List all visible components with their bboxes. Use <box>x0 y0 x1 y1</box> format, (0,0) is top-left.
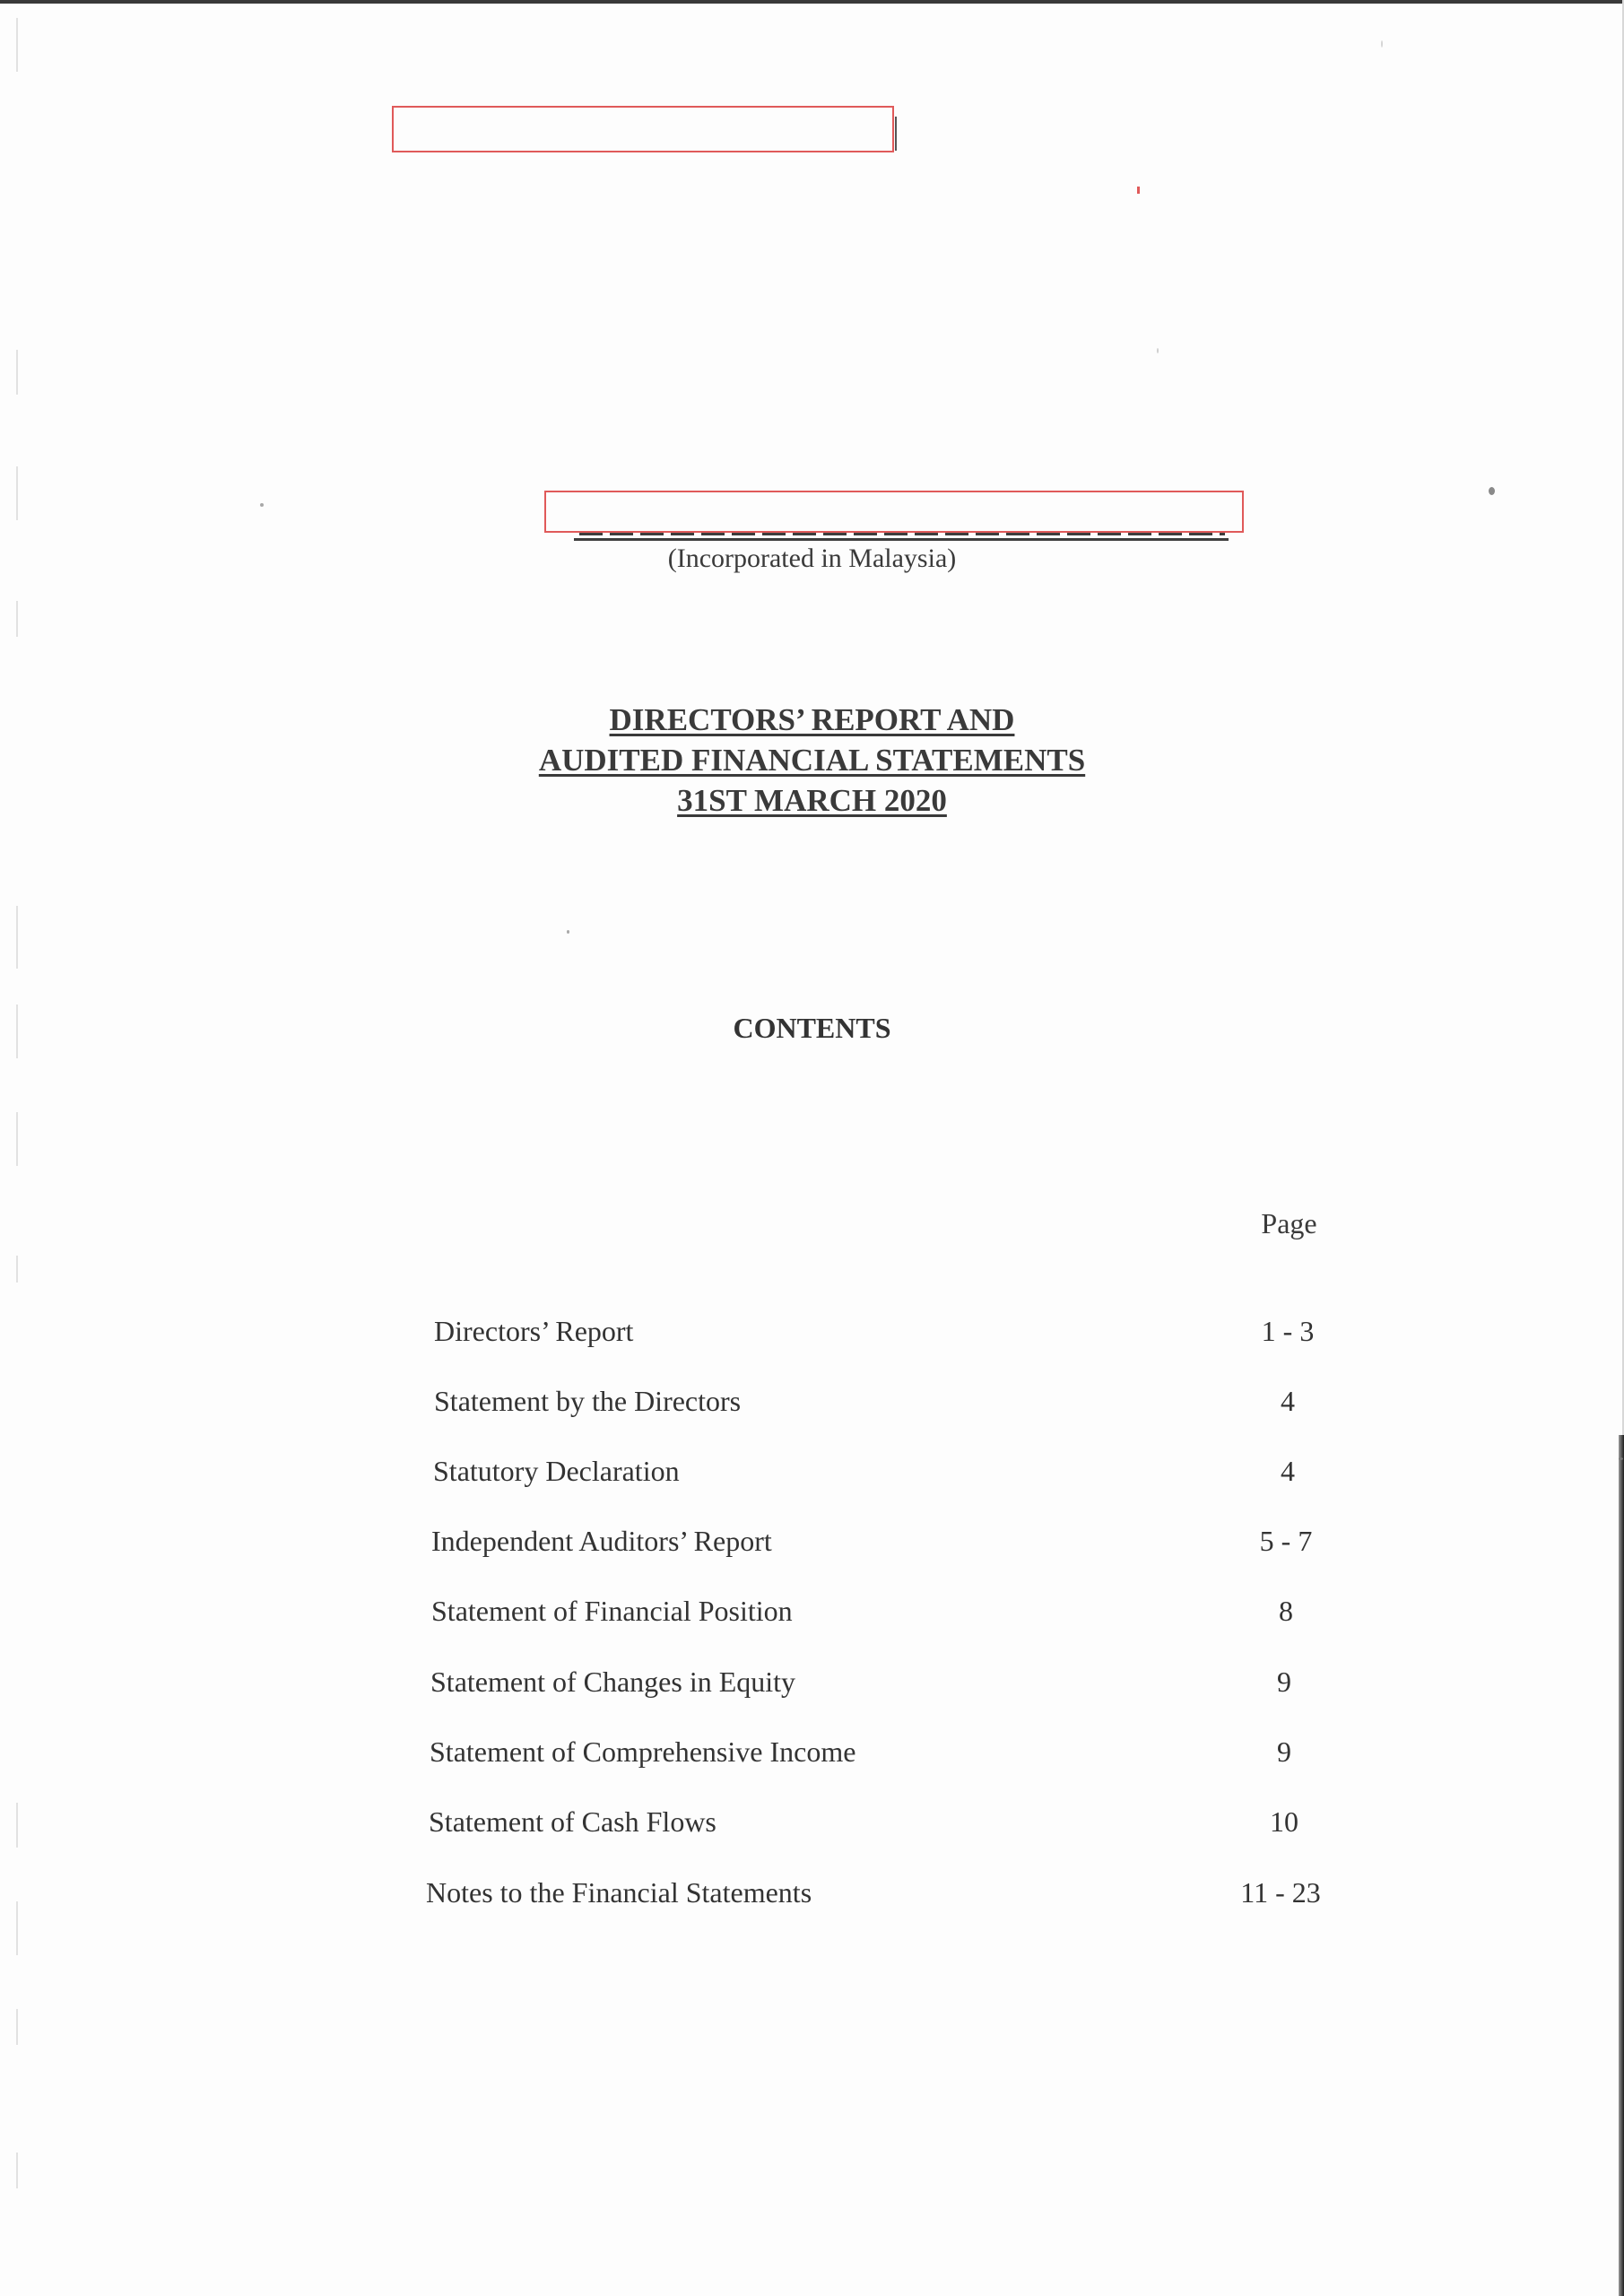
redaction-tick <box>895 117 897 151</box>
toc-row <box>0 1315 1624 1360</box>
margin-mark <box>16 466 18 520</box>
toc-item-label: Statement by the Directors <box>434 1385 742 1417</box>
toc-row <box>0 1455 1624 1500</box>
toc-item-label: Independent Auditors’ Report <box>431 1525 772 1557</box>
toc-row <box>0 1665 1624 1710</box>
toc-row <box>0 1876 1624 1921</box>
toc-row <box>0 1385 1624 1430</box>
toc-item-page: 8 <box>1279 1595 1293 1627</box>
margin-mark <box>16 601 18 637</box>
margin-mark <box>16 1112 18 1166</box>
dust-speck <box>1157 348 1159 353</box>
dust-speck <box>1489 487 1495 495</box>
dust-speck <box>567 930 569 934</box>
toc-item-page: 5 - 7 <box>1259 1525 1313 1557</box>
report-title <box>0 700 1624 821</box>
margin-mark <box>16 2152 18 2188</box>
contents-heading: CONTENTS <box>733 1012 891 1044</box>
toc-item-page: 9 <box>1277 1735 1291 1768</box>
toc-row <box>0 1525 1624 1570</box>
toc-item-label: Statement of Comprehensive Income <box>430 1735 856 1768</box>
incorporation-note: (Incorporated in Malaysia) <box>667 544 957 573</box>
toc-item-page: 4 <box>1281 1385 1295 1417</box>
toc-item-page: 1 - 3 <box>1261 1315 1315 1347</box>
toc-row <box>0 1805 1624 1850</box>
toc-item-label: Notes to the Financial Statements <box>426 1876 812 1909</box>
redacted-name-underline <box>574 538 1229 541</box>
dust-speck <box>260 503 264 507</box>
margin-mark <box>16 18 18 72</box>
toc-item-page: 10 <box>1270 1805 1298 1838</box>
toc-item-label: Directors’ Report <box>434 1315 634 1347</box>
toc-item-label: Statement of Financial Position <box>431 1595 793 1627</box>
toc-item-page: 4 <box>1281 1455 1295 1487</box>
margin-mark <box>16 2009 18 2045</box>
toc-item-page: 9 <box>1277 1665 1291 1698</box>
red-mark <box>1137 187 1140 194</box>
title-line-1: DIRECTORS’ REPORT AND <box>609 702 1015 737</box>
toc-item-label: Statutory Declaration <box>433 1455 680 1487</box>
scan-top-edge <box>0 0 1624 4</box>
toc-item-page: 11 - 23 <box>1240 1876 1321 1909</box>
toc-item-label: Statement of Cash Flows <box>429 1805 716 1838</box>
page-column-header: Page <box>1261 1207 1317 1239</box>
margin-mark <box>16 1256 18 1283</box>
redaction-box-top <box>392 106 894 152</box>
margin-mark <box>16 350 18 395</box>
dust-speck <box>1381 40 1383 48</box>
toc-row <box>0 1735 1624 1780</box>
redaction-box-company-name <box>544 491 1244 533</box>
title-line-3: 31ST MARCH 2020 <box>677 783 947 818</box>
title-line-2: AUDITED FINANCIAL STATEMENTS <box>538 743 1086 778</box>
margin-mark <box>16 906 18 969</box>
toc-item-label: Statement of Changes in Equity <box>430 1665 796 1698</box>
toc-row <box>0 1595 1624 1639</box>
